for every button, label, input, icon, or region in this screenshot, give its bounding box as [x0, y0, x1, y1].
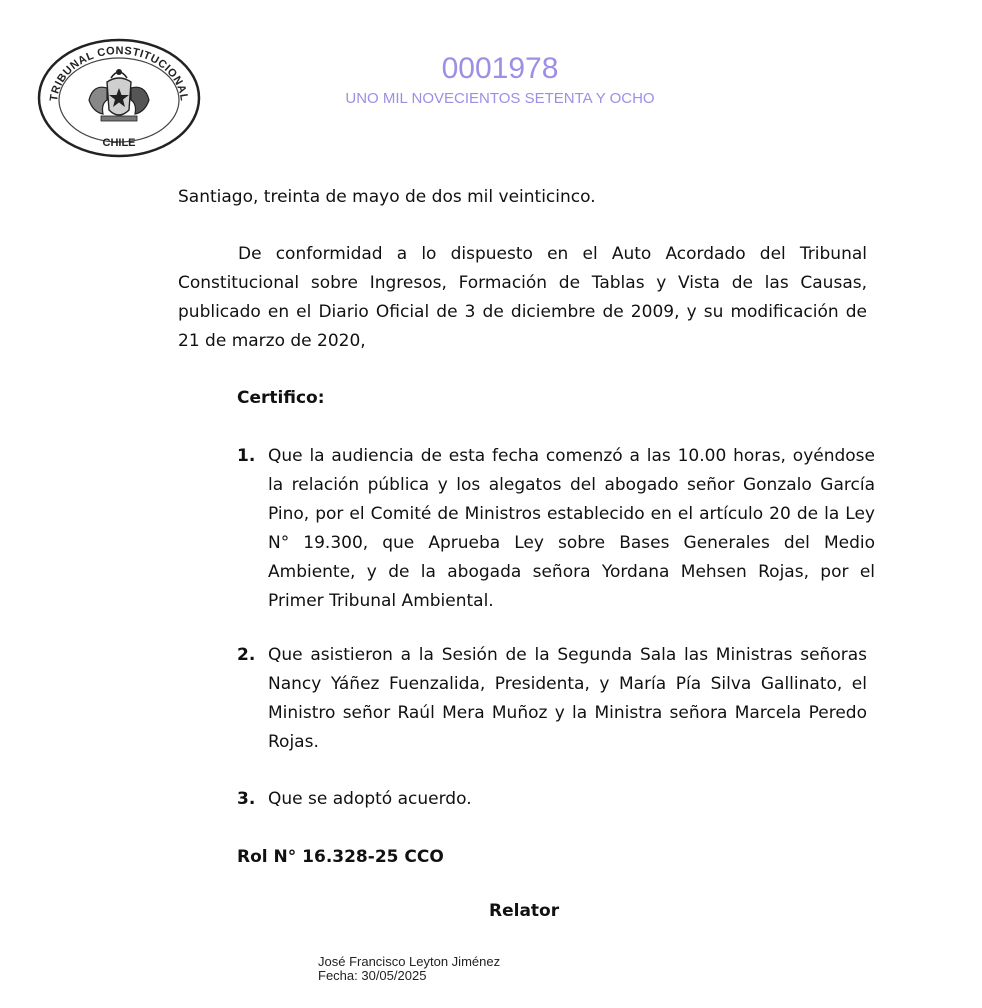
- signer-name: José Francisco Leyton Jiménez: [318, 954, 501, 969]
- folio-number: 0001978: [441, 52, 559, 85]
- certify-heading: Certifico:: [237, 388, 325, 408]
- seal-graphic: [37, 38, 201, 158]
- intro-paragraph: De conformidad a lo dispuesto en el Auto Acordado del Tribunal Constitucional sobre Ingresos, Formación de Tablas y Vista de las Causas, publicado en el Diario Oficial de 3 de diciembre de 2009, y su modificación de 21 de marzo de 2020,: [178, 244, 867, 351]
- relator-label: Relator: [489, 901, 560, 921]
- item-number: 1.: [237, 446, 256, 466]
- date-line: Santiago, treinta de mayo de dos mil veinticinco.: [178, 187, 596, 207]
- item-number: 2.: [237, 645, 256, 665]
- rol-number: Rol N° 16.328-25 CCO: [237, 847, 444, 867]
- certify-item-1: Que la audiencia de esta fecha comenzó a las 10.00 horas, oyéndose la relación pública y los alegatos del abogado señor Gonzalo García Pino, por el Comité de Ministros establecido en el artículo 20 de la Ley N° 19.300, que Aprueba Ley sobre Bases Generales del Medio Ambiente, y de la abogada señora Yordana Mehsen Rojas, por el Primer Tribunal Ambiental.: [268, 446, 875, 611]
- tribunal-seal-logo: [37, 38, 201, 158]
- signature-date: Fecha: 30/05/2025: [318, 968, 427, 983]
- seal-top-text: TRIBUNAL CONSTITUCIONAL: [48, 44, 190, 103]
- certify-item-3: Que se adoptó acuerdo.: [268, 789, 472, 809]
- item-number: 3.: [237, 789, 256, 809]
- seal-bottom-text: CHILE: [102, 137, 136, 149]
- folio-number-words: UNO MIL NOVECIENTOS SETENTA Y OCHO: [345, 90, 655, 107]
- certify-item-2: Que asistieron a la Sesión de la Segunda Sala las Ministras señoras Nancy Yáñez Fuenzalida, Presidenta, y María Pía Silva Gallinato, el Ministro señor Raúl Mera Muñoz y la Ministra señora Marcela Peredo Rojas.: [268, 645, 867, 752]
